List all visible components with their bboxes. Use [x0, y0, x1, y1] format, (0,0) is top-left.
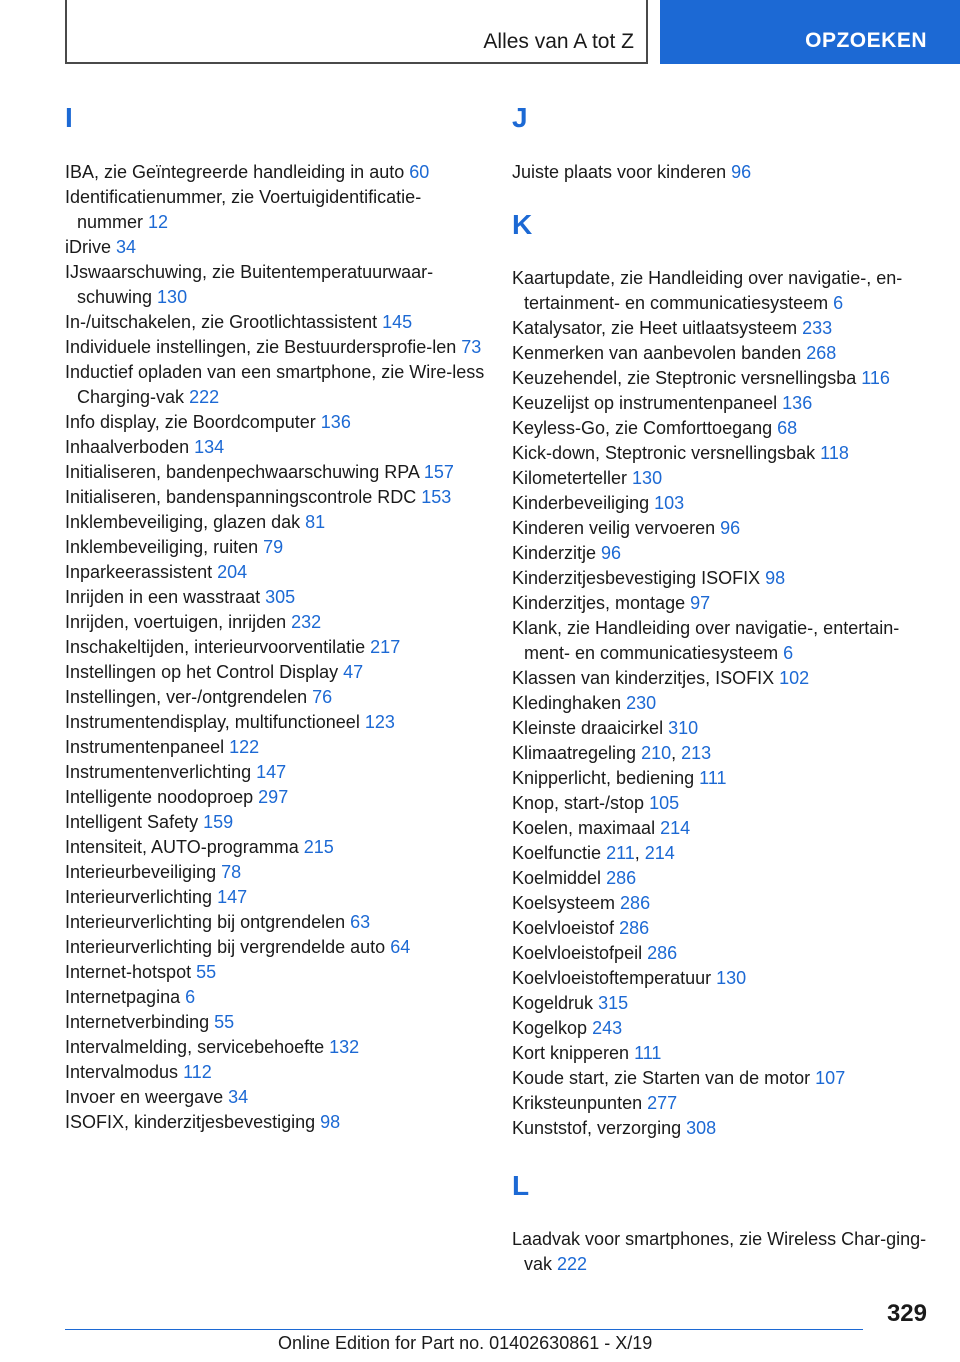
page-reference-link[interactable]: 286	[606, 868, 637, 888]
page-reference-link[interactable]: 286	[620, 893, 651, 913]
index-entry-text: Knop, start-/stop	[512, 793, 650, 813]
index-entry-text: Juiste plaats voor kinderen	[512, 162, 732, 182]
index-entry	[512, 991, 932, 1016]
index-entry-text: Keuzehendel, zie Steptronic versnellingsba	[512, 368, 862, 388]
index-entry	[512, 391, 932, 416]
index-entry-text: Laadvak voor smartphones, zie Wireless Char‐ging-vak	[512, 1229, 927, 1275]
index-entry	[512, 591, 932, 616]
page-reference-link[interactable]: 112	[183, 1062, 212, 1082]
index-entry-text: Inparkeerassistent	[65, 562, 218, 582]
index-entry-text: Koelvloeistofpeil	[512, 943, 648, 963]
index-entry-text: Invoer en weergave	[65, 1087, 229, 1107]
index-entry-text: IJswaarschuwing, zie Buitentemperatuurwaar‐schuwing	[65, 262, 434, 308]
page-reference-link[interactable]: 98	[765, 568, 786, 588]
page-reference-link[interactable]: 118	[820, 443, 849, 463]
page-reference-link[interactable]: 286	[647, 943, 678, 963]
index-entry-text: Koude start, zie Starten van de motor	[512, 1068, 816, 1088]
page-reference-link[interactable]: 97	[690, 593, 711, 613]
index-entry	[512, 666, 932, 691]
index-entry	[65, 685, 485, 710]
index-entry	[512, 416, 932, 441]
page-reference-link[interactable]: 130	[632, 468, 663, 488]
page-reference-link[interactable]: 105	[649, 793, 680, 813]
index-entry-text: Katalysator, zie Heet uitlaatsysteem	[512, 318, 803, 338]
page-reference-link[interactable]: 73	[461, 337, 482, 357]
index-entry-text: Intensiteit, AUTO-programma	[65, 837, 304, 857]
index-entry-text: Koelvloeistof	[512, 918, 620, 938]
index-entry	[512, 341, 932, 366]
page-reference-link[interactable]: 103	[654, 493, 685, 513]
index-entry-text: Kilometerteller	[512, 468, 633, 488]
index-entry-text: Intelligente noodoproep	[65, 787, 259, 807]
index-entry-text: Instrumentendisplay, multifunctioneel	[65, 712, 365, 732]
page-number: 329	[886, 1300, 927, 1327]
index-entry-text: Intelligent Safety	[65, 812, 204, 832]
index-entry	[512, 791, 932, 816]
index-entry	[512, 1016, 932, 1041]
page-reference-link[interactable]: 12	[148, 212, 169, 233]
index-entry-text: Identificatienummer, zie Voertuigidentificatie‐nummer	[65, 187, 422, 233]
index-entry	[512, 741, 932, 766]
section-letter-l: L	[512, 1170, 530, 1201]
index-entry-text: Kick-down, Steptronic versnellingsbak	[512, 443, 821, 463]
index-entry-text: Kledinghaken	[512, 693, 627, 713]
index-entry	[65, 160, 485, 185]
index-entry-text: Kleinste draaicirkel	[512, 718, 669, 738]
index-entry	[65, 535, 485, 560]
page-reference-link[interactable]: 222	[557, 1254, 588, 1275]
page-reference-link[interactable]: 111	[699, 768, 727, 788]
index-entry	[65, 885, 485, 910]
index-entry-text: Kenmerken van aanbevolen banden	[512, 343, 807, 363]
index-entry	[512, 866, 932, 891]
index-entry-text: Klimaatregeling	[512, 743, 642, 763]
index-entry	[65, 260, 485, 310]
index-entry	[65, 1010, 485, 1035]
page-reference-link[interactable]: 147	[256, 762, 287, 782]
section-letter-k: K	[512, 209, 533, 240]
index-entry-text: Inrijden, voertuigen, inrijden	[65, 612, 292, 632]
page-reference-link[interactable]: 222	[189, 387, 220, 408]
index-entry-text: In-/uitschakelen, zie Grootlichtassistent	[65, 312, 383, 332]
index-entry	[512, 816, 932, 841]
index-entry	[65, 560, 485, 585]
index-entry	[65, 410, 485, 435]
index-entry-text: ISOFIX, kinderzitjesbevestiging	[65, 1112, 321, 1132]
page-reference-link[interactable]: 96	[720, 518, 741, 538]
index-entry	[65, 510, 485, 535]
index-entry	[65, 760, 485, 785]
index-entry-text: Kinderen veilig vervoeren	[512, 518, 721, 538]
page-reference-link[interactable]: 315	[598, 993, 629, 1013]
page-reference-link[interactable]: 214	[644, 843, 675, 863]
index-entry-text: Internetverbinding	[65, 1012, 215, 1032]
index-entry	[512, 716, 932, 741]
index-entry-text: Initialiseren, bandenspanningscontrole RDC	[65, 487, 422, 507]
index-entry	[512, 691, 932, 716]
index-entry-text: Klank, zie Handleiding over navigatie-, entertain‐ment- en communicatiesysteem	[512, 618, 900, 664]
index-entry-text: Internetpagina	[65, 987, 186, 1007]
index-entry	[512, 1116, 932, 1141]
page-reference-link[interactable]: 102	[779, 668, 810, 688]
index-entry-text: Kriksteunpunten	[512, 1093, 648, 1113]
index-entry-text: Inrijden in een wasstraat	[65, 587, 266, 607]
page-reference-link[interactable]: 211	[606, 843, 635, 863]
index-entry-text: Kinderzitjesbevestiging ISOFIX	[512, 568, 766, 588]
index-entry	[65, 585, 485, 610]
index-entry-text: Interieurverlichting	[65, 887, 218, 907]
page-reference-link[interactable]: 286	[619, 918, 650, 938]
page-reference-link[interactable]: 210	[641, 743, 672, 763]
index-entry	[65, 735, 485, 760]
index-entry	[512, 566, 932, 591]
index-entry	[512, 491, 932, 516]
page-ref-separator: ,	[671, 743, 682, 763]
index-entry-text: Interieurverlichting bij vergrendelde auto	[65, 937, 391, 957]
page-reference-link[interactable]: 81	[305, 512, 326, 532]
index-entry	[512, 316, 932, 341]
index-entry-text: Individuele instellingen, zie Bestuurdersprofie‐len	[65, 337, 462, 357]
index-entry	[65, 610, 485, 635]
page-reference-link[interactable]: 204	[217, 562, 248, 582]
page-reference-link[interactable]: 96	[601, 543, 622, 563]
page-reference-link[interactable]: 305	[265, 587, 296, 607]
index-entry-text: iDrive	[65, 237, 117, 257]
index-entry-text: Kunststof, verzorging	[512, 1118, 687, 1138]
page-reference-link[interactable]: 308	[686, 1118, 717, 1138]
index-entry	[512, 616, 932, 666]
index-entry	[65, 235, 485, 260]
page-reference-link[interactable]: 76	[312, 687, 333, 707]
page-reference-link[interactable]: 122	[229, 737, 260, 757]
index-entry	[65, 860, 485, 885]
index-entry-text: Initialiseren, bandenpechwaarschuwing RPA	[65, 462, 424, 482]
page-ref-separator: ,	[634, 843, 645, 863]
page-reference-link[interactable]: 107	[815, 1068, 846, 1088]
index-entry-text: Kinderzitje	[512, 543, 602, 563]
index-entry-text: Kinderzitjes, montage	[512, 593, 691, 613]
page-reference-link[interactable]: 297	[258, 787, 289, 807]
search-tab-label[interactable]: OPZOEKEN	[805, 29, 927, 52]
index-entry-text: Instrumentenverlichting	[65, 762, 257, 782]
page-reference-link[interactable]: 136	[320, 412, 351, 432]
section-letter-i: I	[65, 102, 73, 133]
index-entry	[512, 466, 932, 491]
footer-edition-text: Online Edition for Part no. 01402630861 - X/19	[278, 1333, 653, 1353]
index-entry-text: Kinderbeveiliging	[512, 493, 655, 513]
index-entry-text: Internet-hotspot	[65, 962, 197, 982]
page-reference-link[interactable]: 34	[116, 237, 137, 257]
page-reference-link[interactable]: 243	[592, 1018, 623, 1038]
page-reference-link[interactable]: 233	[802, 318, 833, 338]
index-entry-text: Kort knipperen	[512, 1043, 635, 1063]
index-entry-text: Interieurverlichting bij ontgrendelen	[65, 912, 351, 932]
index-entry-text: Koelvloeistoftemperatuur	[512, 968, 717, 988]
index-entry	[65, 1060, 485, 1085]
page-reference-link[interactable]: 96	[731, 162, 752, 182]
page-reference-link[interactable]: 123	[364, 712, 395, 732]
index-entry	[512, 1041, 932, 1066]
search-tab[interactable]	[660, 0, 960, 64]
index-entry-text: IBA, zie Geïntegreerde handleiding in auto	[65, 162, 410, 182]
index-entry	[512, 1066, 932, 1091]
page-reference-link[interactable]: 310	[668, 718, 699, 738]
index-entry-text: Klassen van kinderzitjes, ISOFIX	[512, 668, 780, 688]
page-reference-link[interactable]: 34	[228, 1087, 249, 1107]
index-entry	[65, 985, 485, 1010]
index-entry	[512, 1227, 932, 1277]
index-entry-text: Koelmiddel	[512, 868, 607, 888]
index-entry-text: Info display, zie Boordcomputer	[65, 412, 321, 432]
index-entry	[65, 935, 485, 960]
page-reference-link[interactable]: 55	[196, 962, 217, 982]
index-entry	[512, 516, 932, 541]
page-reference-link[interactable]: 78	[221, 862, 242, 882]
index-entry	[512, 766, 932, 791]
page-reference-link[interactable]: 111	[634, 1043, 662, 1063]
index-entry-text: Inschakeltijden, interieurvoorventilatie	[65, 637, 371, 657]
page-reference-link[interactable]: 130	[157, 287, 188, 308]
page-reference-link[interactable]: 147	[217, 887, 248, 907]
index-entry-text: Keyless-Go, zie Comforttoegang	[512, 418, 778, 438]
page-reference-link[interactable]: 6	[783, 643, 794, 664]
index-entry-text: Inhaalverboden	[65, 437, 195, 457]
index-entry-text: Interieurbeveiliging	[65, 862, 222, 882]
index-entry-text: Keuzelijst op instrumentenpaneel	[512, 393, 783, 413]
index-entry-text: Kogelkop	[512, 1018, 593, 1038]
index-entry	[512, 160, 932, 185]
page-reference-link[interactable]: 60	[409, 162, 430, 182]
page-reference-link[interactable]: 63	[350, 912, 371, 932]
index-entry	[65, 435, 485, 460]
index-entry	[65, 1110, 485, 1135]
index-entry-text: Inklembeveiliging, glazen dak	[65, 512, 306, 532]
page-reference-link[interactable]: 130	[716, 968, 747, 988]
index-entry-text: Instellingen, ver-/ontgrendelen	[65, 687, 313, 707]
page-reference-link[interactable]: 55	[214, 1012, 235, 1032]
footer-divider	[65, 1329, 863, 1330]
index-entry	[65, 635, 485, 660]
index-entry-text: Knipperlicht, bediening	[512, 768, 700, 788]
page-reference-link[interactable]: 98	[320, 1112, 341, 1132]
page-reference-link[interactable]: 215	[303, 837, 334, 857]
index-entry	[512, 441, 932, 466]
index-entry-text: Intervalmodus	[65, 1062, 184, 1082]
section-letter-j: J	[512, 102, 528, 133]
index-entry	[65, 960, 485, 985]
page-reference-link[interactable]: 277	[647, 1093, 678, 1113]
index-entry-text: Koelsysteem	[512, 893, 621, 913]
index-entry	[65, 910, 485, 935]
index-entry-text: Kogeldruk	[512, 993, 599, 1013]
index-entry	[65, 1035, 485, 1060]
page-reference-link[interactable]: 68	[777, 418, 798, 438]
page-reference-link[interactable]: 157	[423, 462, 454, 482]
index-entry	[65, 310, 485, 335]
index-entry	[512, 366, 932, 391]
page-reference-link[interactable]: 116	[861, 368, 890, 388]
index-entry-text: Instellingen op het Control Display	[65, 662, 344, 682]
index-entry	[512, 916, 932, 941]
index-entry-text: Kaartupdate, zie Handleiding over navigatie-, en‐tertainment- en communicatiesysteem	[512, 268, 903, 314]
index-entry	[65, 710, 485, 735]
page-reference-link[interactable]: 153	[421, 487, 452, 507]
index-entry	[65, 785, 485, 810]
index-entry	[512, 541, 932, 566]
index-entry	[512, 266, 932, 316]
index-entry-text: Koelfunctie	[512, 843, 607, 863]
index-entry	[65, 335, 485, 360]
page-reference-link[interactable]: 145	[382, 312, 413, 332]
index-entry	[65, 1085, 485, 1110]
index-entry	[512, 941, 932, 966]
index-entry-text: Instrumentenpaneel	[65, 737, 230, 757]
index-entry	[512, 891, 932, 916]
index-entry-text: Intervalmelding, servicebehoefte	[65, 1037, 330, 1057]
index-entry	[512, 966, 932, 991]
page-reference-link[interactable]: 214	[660, 818, 691, 838]
index-entry	[65, 810, 485, 835]
page-reference-link[interactable]: 47	[343, 662, 364, 682]
page-reference-link[interactable]: 64	[390, 937, 411, 957]
index-entry-text: Inklembeveiliging, ruiten	[65, 537, 264, 557]
page-reference-link[interactable]: 136	[782, 393, 813, 413]
page-reference-link[interactable]: 6	[185, 987, 196, 1007]
page-reference-link[interactable]: 268	[806, 343, 837, 363]
page-reference-link[interactable]: 213	[681, 743, 712, 763]
index-entry-text: Koelen, maximaal	[512, 818, 661, 838]
page-reference-link[interactable]: 230	[626, 693, 657, 713]
header-section-box	[65, 0, 648, 64]
index-entry	[65, 485, 485, 510]
index-entry	[65, 460, 485, 485]
page-reference-link[interactable]: 232	[291, 612, 322, 632]
index-entry	[65, 360, 485, 410]
index-entry	[512, 841, 932, 866]
header-section-title: Alles van A tot Z	[483, 30, 634, 53]
index-entry	[65, 660, 485, 685]
page-reference-link[interactable]: 6	[833, 293, 844, 314]
index-entry	[65, 835, 485, 860]
page-reference-link[interactable]: 134	[194, 437, 225, 457]
index-entry-text: Inductief opladen van een smartphone, zie Wire‐less Charging-vak	[65, 362, 485, 408]
page-reference-link[interactable]: 217	[370, 637, 401, 657]
page-reference-link[interactable]: 132	[329, 1037, 360, 1057]
page-reference-link[interactable]: 79	[263, 537, 284, 557]
index-entry	[512, 1091, 932, 1116]
index-entry	[65, 185, 485, 235]
page-reference-link[interactable]: 159	[203, 812, 234, 832]
